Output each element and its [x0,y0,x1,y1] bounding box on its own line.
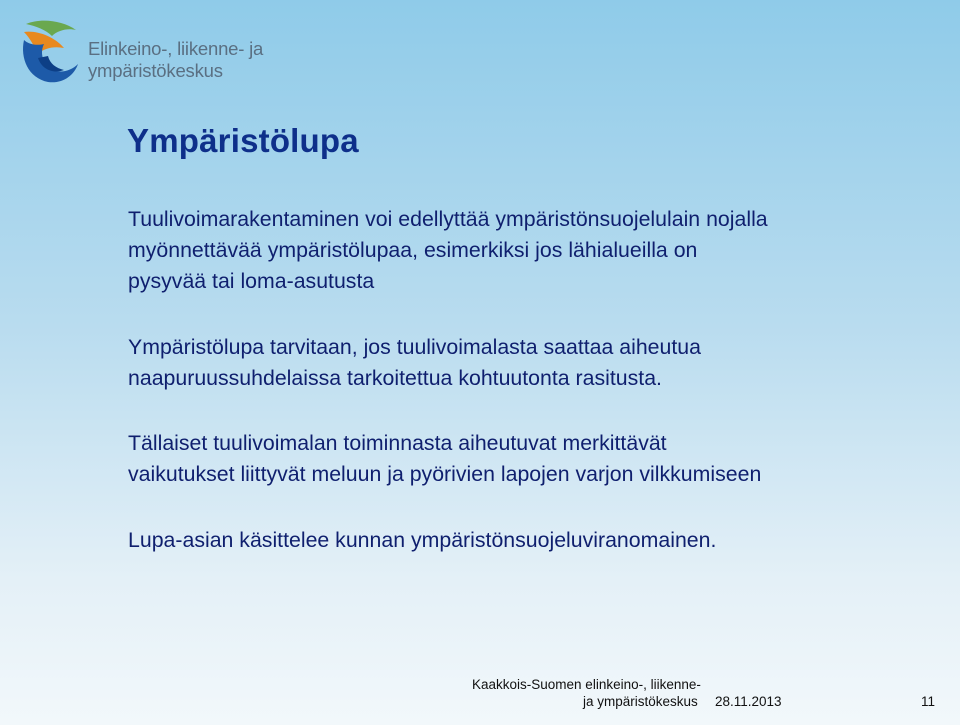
paragraph-4 [128,525,908,556]
paragraph-4-line-1: Lupa-asian käsittelee kunnan ympäristönsuojeluviranomainen. [128,528,717,552]
logo-text-line1: Elinkeino-, liikenne- ja [88,38,264,59]
footer-page-number: 11 [921,694,936,709]
paragraph-2-line-2: naapuruussuhdelaissa tarkoitettua kohtuutonta rasitusta. [128,366,662,390]
footer-date: 28.11.2013 [715,694,782,709]
footer-organization-line1: Kaakkois-Suomen elinkeino-, liikenne- [472,677,701,692]
footer-organization-line2: ja ympäristökeskus [583,694,698,709]
paragraph-1-line-3: pysyvää tai loma-asutusta [128,269,375,293]
organization-logo [18,18,278,88]
paragraph-2-line-1: Ympäristölupa tarvitaan, jos tuulivoimalasta saattaa aiheutua [128,335,701,359]
logo-text-line2: ympäristökeskus [88,60,223,81]
paragraph-1-line-1: Tuulivoimarakentaminen voi edellyttää ympäristönsuojelulain nojalla [128,207,768,231]
paragraph-3 [128,428,908,490]
paragraph-3-line-1: Tällaiset tuulivoimalan toiminnasta aiheutuvat merkittävät [128,431,667,455]
logo-text [88,38,263,82]
paragraph-1 [128,204,908,297]
slide-title: Ympäristölupa [127,122,359,159]
paragraph-3-line-2: vaikutukset liittyvät meluun ja pyörivien lapojen varjon vilkkumiseen [128,462,762,486]
ely-centre-logo-icon [18,18,82,84]
paragraph-1-line-2: myönnettävää ympäristölupaa, esimerkiksi jos lähialueilla on [128,238,698,262]
paragraph-2 [128,332,908,394]
